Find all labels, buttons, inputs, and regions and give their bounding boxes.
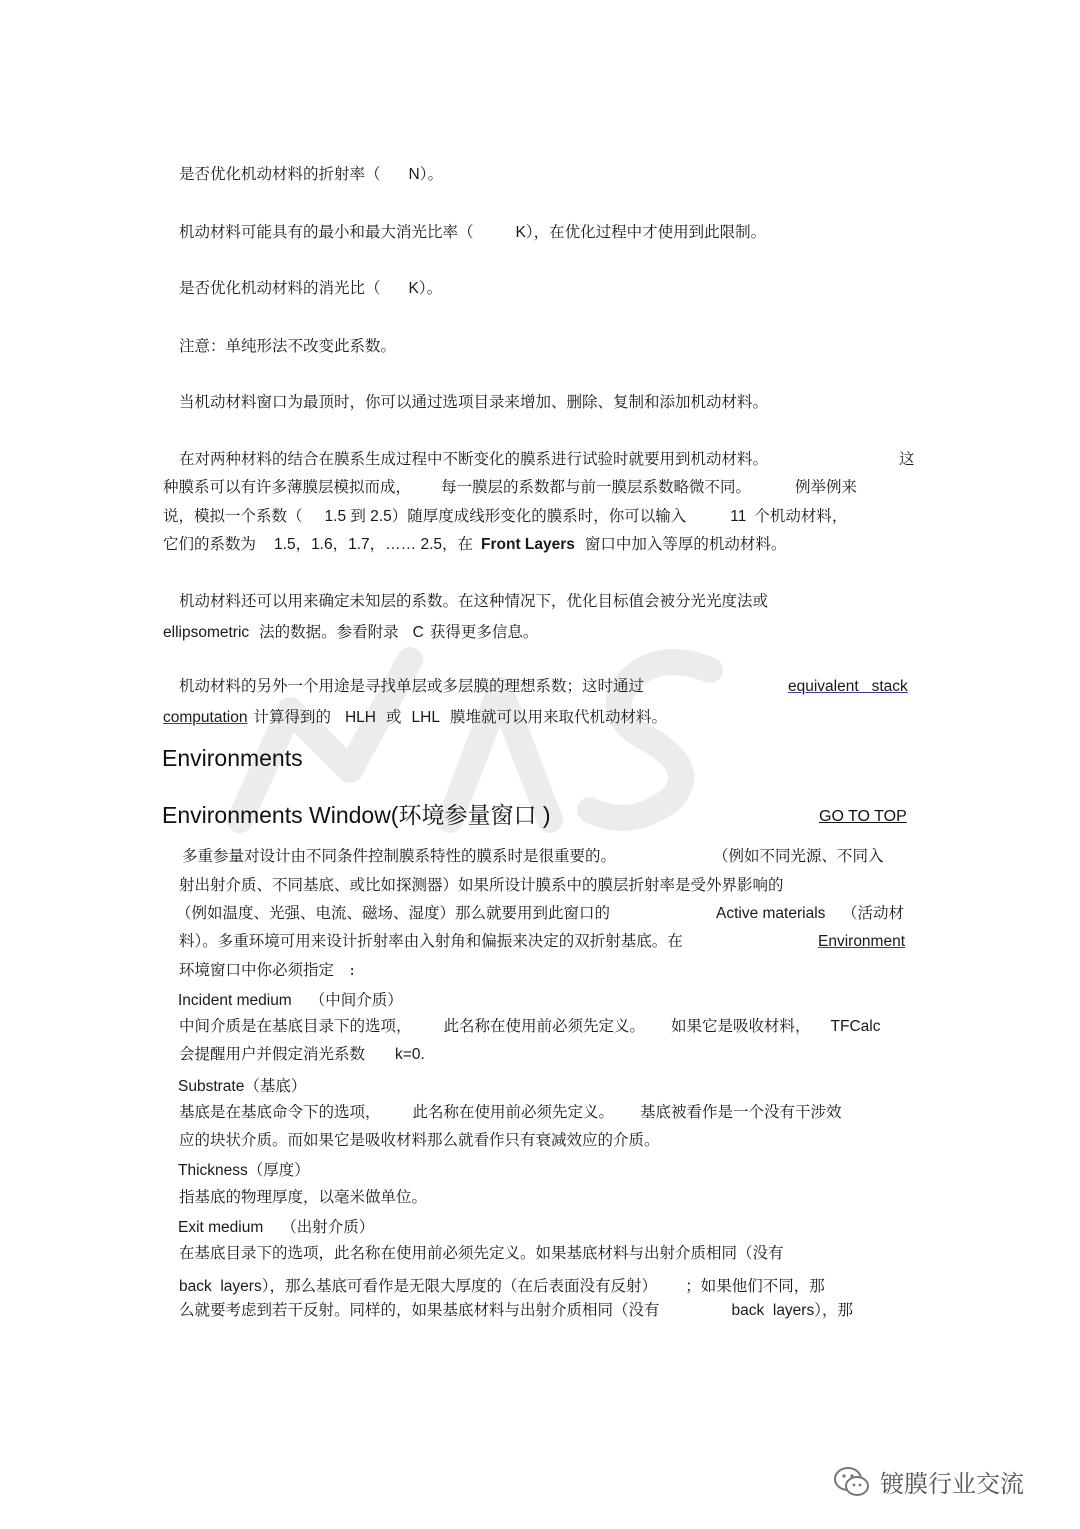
account-name: 镀膜行业交流 xyxy=(880,1470,1024,1498)
term-exit-medium: Exit medium （出射介质） xyxy=(178,1218,375,1236)
text-line: 基底是在基底命令下的选项， 此名称在使用前必须先定义。 基底被看作是一个没有干涉效 xyxy=(179,1103,842,1121)
heading-environments: Environments xyxy=(162,745,303,771)
text-line: 中间介质是在基底目录下的选项， 此名称在使用前必须先定义。 如果它是吸收材料， TFCalc xyxy=(179,1017,881,1035)
text-line: 料）。多重环境可用来设计折射率由入射角和偏振来决定的双折射基底。在 xyxy=(179,932,683,950)
text-line: back layers），那么基底可看作是无限大厚度的（在后表面没有反射） ；如果他们不同，那 xyxy=(179,1277,825,1295)
text-line: 应的块状介质。而如果它是吸收材料那么就看作只有衰减效应的介质。 xyxy=(179,1131,660,1149)
text-line: 它们的系数为 1.5，1.6，1.7，…… 2.5，在 Front Layers 窗口中加入等厚的机动材料。 xyxy=(163,535,787,553)
text-line: （例如不同光源、不同入 xyxy=(713,847,884,865)
text-line: 会提醒用户并假定消光系数 k=0. xyxy=(179,1045,425,1063)
paragraph-optimize-k: 是否优化机动材料的消光比（ K）。 xyxy=(179,279,443,297)
text-line: 环境窗口中你必须指定 : xyxy=(179,961,355,979)
go-to-top-link[interactable]: GO TO TOP xyxy=(819,808,907,825)
paragraph-optimize-n: 是否优化机动材料的折射率（ N）。 xyxy=(179,165,443,183)
computation-link[interactable]: computation xyxy=(163,709,248,726)
wechat-icon xyxy=(832,1462,872,1502)
text-line: 说，模拟一个系数（ 1.5 到 2.5）随厚度成线形变化的膜系时，你可以输入 11 个机动材料， xyxy=(163,507,848,525)
text-line: ellipsometric 法的数据。参看附录 C 获得更多信息。 xyxy=(163,623,539,641)
text-line: 么就要考虑到若干反射。同样的，如果基底材料与出射介质相同（没有 back layers），那 xyxy=(179,1301,853,1319)
environment-link[interactable]: Environment xyxy=(818,933,906,950)
paragraph-menu-options: 当机动材料窗口为最顶时，你可以通过选项目录来增加、删除、复制和添加机动材料。 xyxy=(179,393,769,411)
heading-environments-window: Environments Window(环境参量窗口 ) xyxy=(162,802,551,828)
text-line: 机动材料的另外一个用途是寻找单层或多层膜的理想系数；这时通过 xyxy=(179,677,645,695)
term-substrate: Substrate（基底） xyxy=(178,1077,307,1095)
text-line: （活动材 xyxy=(842,904,905,922)
text-line: （例如温度、光强、电流、磁场、湿度）那么就要用到此窗口的 xyxy=(176,904,611,922)
text-line: 在基底目录下的选项，此名称在使用前必须先定义。如果基底材料与出射介质相同（没有 xyxy=(179,1244,784,1262)
text-line: 在对两种材料的结合在膜系生成过程中不断变化的膜系进行试验时就要用到机动材料。 xyxy=(179,450,769,468)
text-line: 指基底的物理厚度，以毫米做单位。 xyxy=(179,1188,428,1206)
text-line: Active materials xyxy=(716,905,826,922)
equivalent-stack-link[interactable]: equivalent stack xyxy=(788,678,908,695)
text-line: 种膜系可以有许多薄膜层模拟而成， 每一膜层的系数都与前一膜层系数略微不同。 例举例来 xyxy=(163,478,858,496)
text-line: 射出射介质、不同基底、或比如探测器）如果所设计膜系中的膜层折射率是受外界影响的 xyxy=(179,876,784,894)
paragraph-k-limits: 机动材料可能具有的最小和最大消光比率（ K），在优化过程中才使用到此限制。 xyxy=(179,223,767,241)
term-incident-medium: Incident medium （中间介质） xyxy=(178,991,403,1009)
text-line: computation 计算得到的 HLH 或 LHL 膜堆就可以用来取代机动材料。 xyxy=(163,708,667,726)
text-line: 这 xyxy=(899,450,915,468)
paragraph-note: 注意：单纯形法不改变此系数。 xyxy=(179,337,397,355)
text-line: 多重参量对设计由不同条件控制膜系特性的膜系时是很重要的。 xyxy=(182,847,617,865)
term-thickness: Thickness（厚度） xyxy=(178,1161,310,1179)
text-line: 机动材料还可以用来确定未知层的系数。在这种情况下，优化目标值会被分光光度法或 xyxy=(179,592,769,610)
